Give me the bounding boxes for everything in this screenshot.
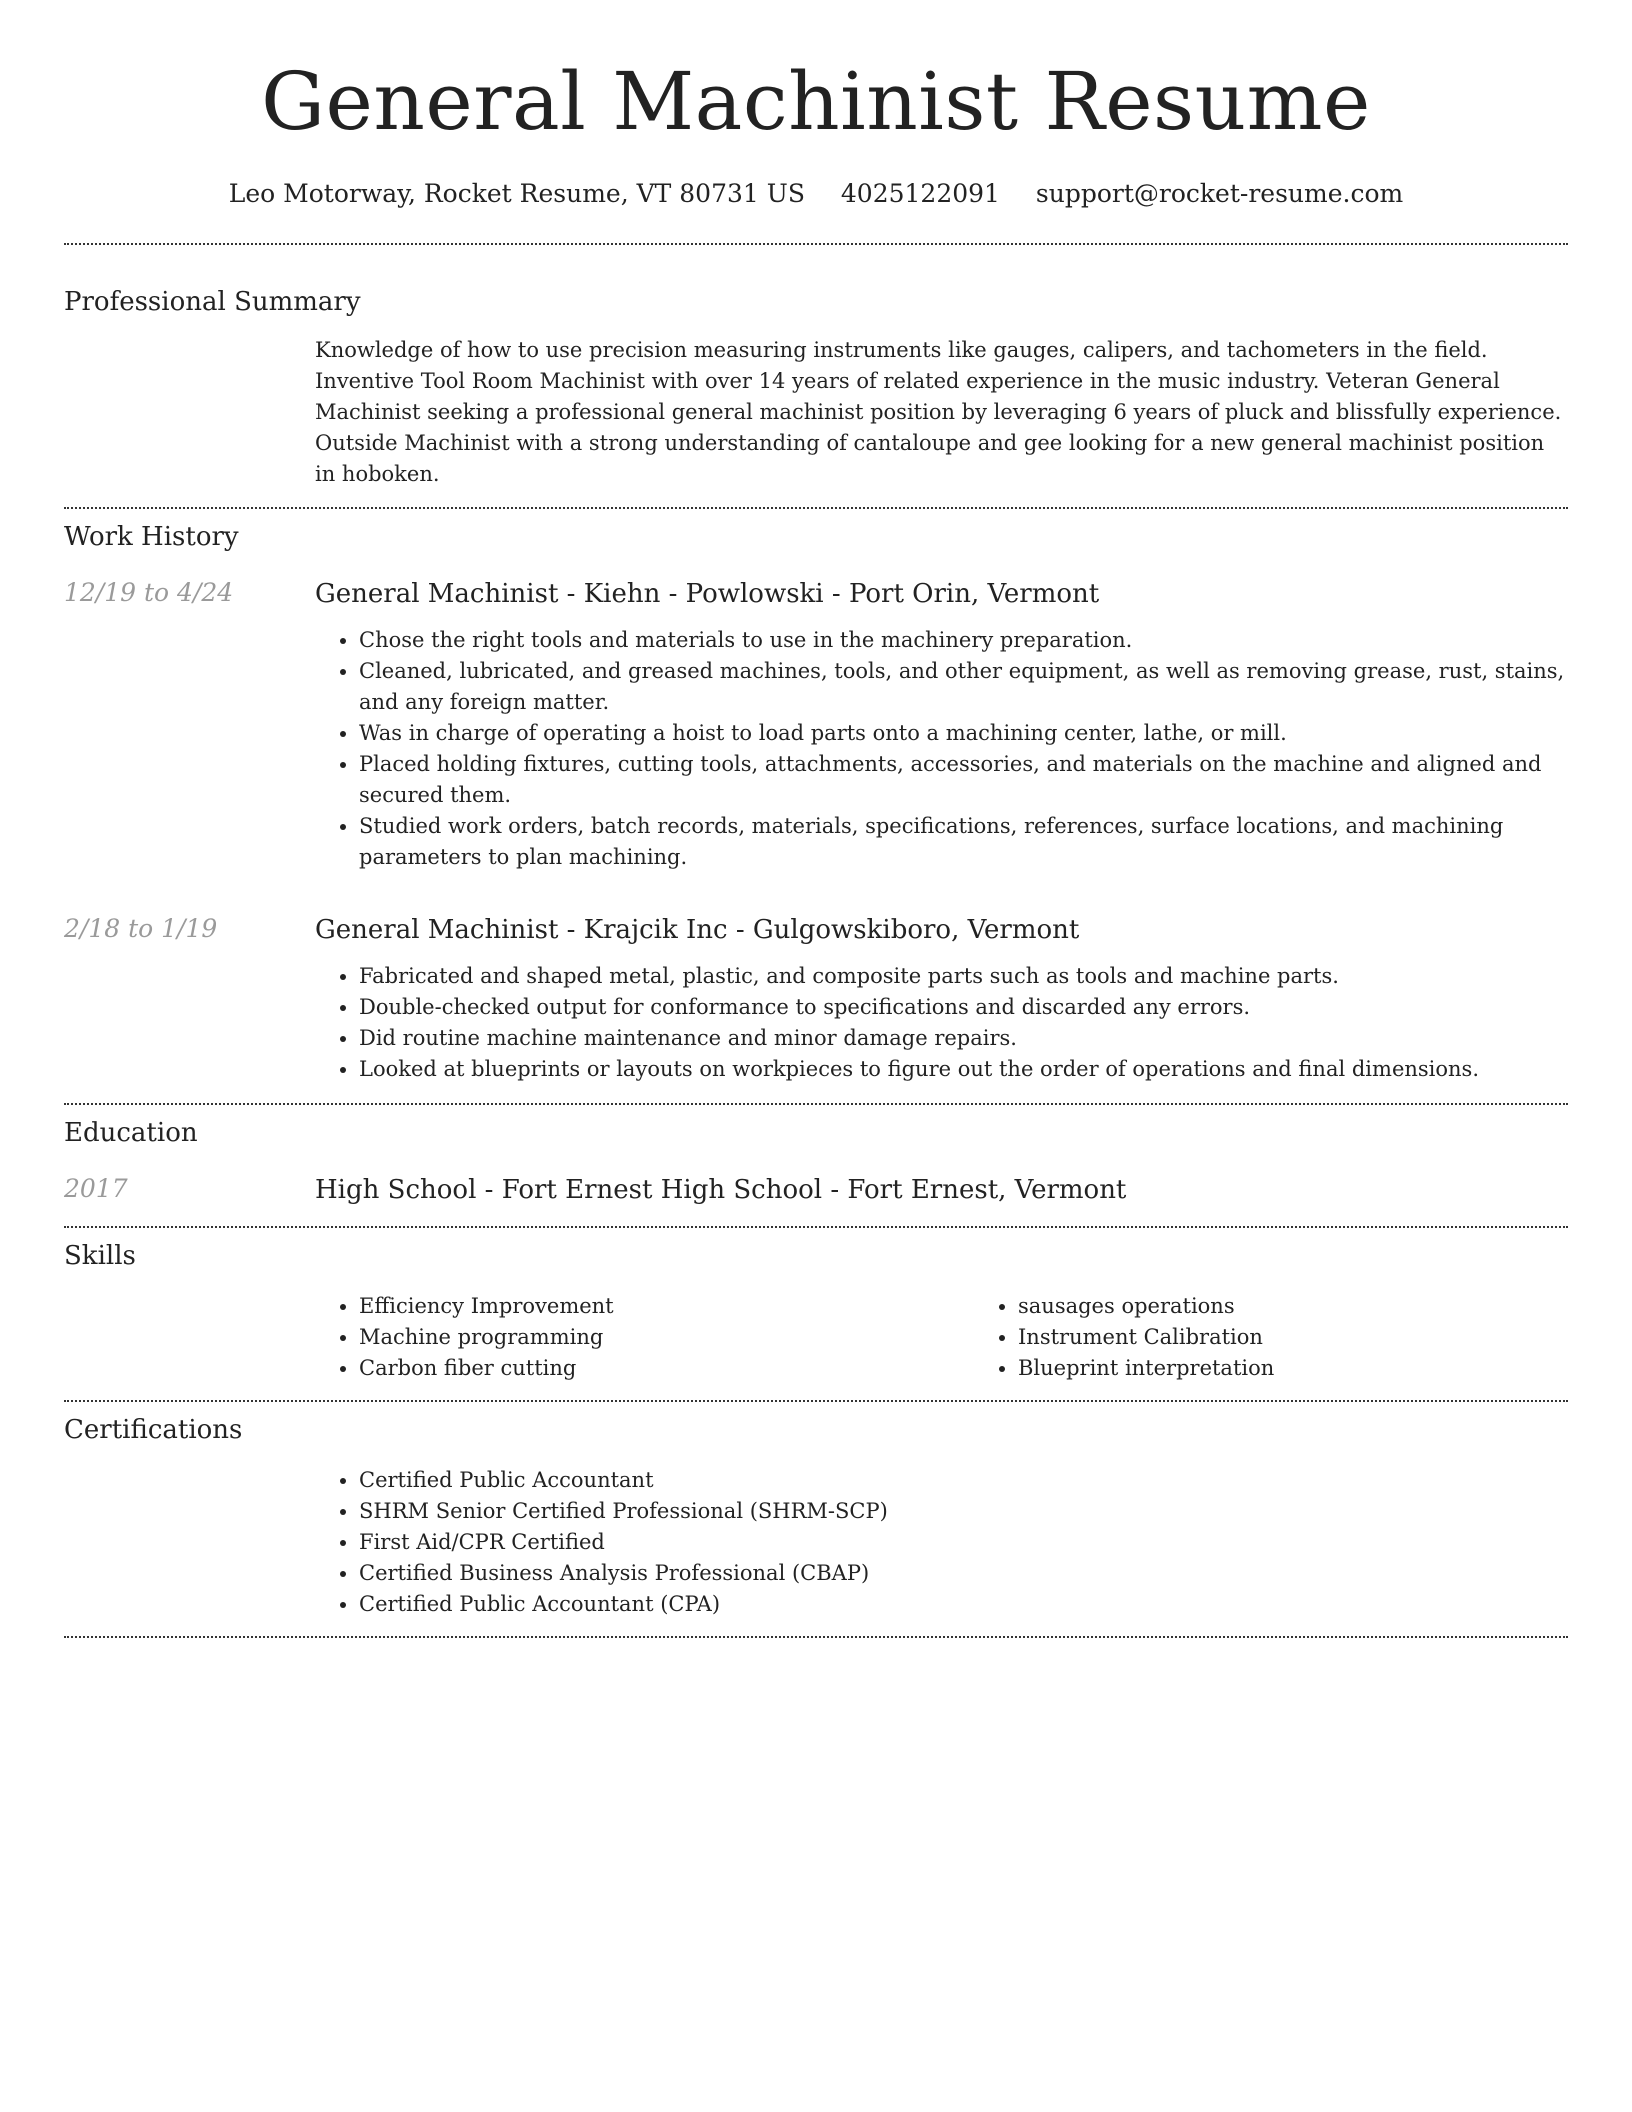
- list-item: • Placed holding fixtures, cutting tools, attachments, accessories, and materials on the machine and aligned and secured them.: [359, 749, 1568, 811]
- certifications-list: [315, 1465, 1568, 1620]
- skills-column-2: [974, 1291, 1274, 1384]
- divider: [64, 1103, 1568, 1105]
- resume-title: General Machinist Resume: [261, 55, 1371, 148]
- list-item: • Was in charge of operating a hoist to load parts onto a machining center, lathe, or mill.: [359, 718, 1568, 749]
- education-date: 2017: [64, 1174, 128, 1203]
- education-title: High School - Fort Ernest High School - Fort Ernest, Vermont: [315, 1175, 1127, 1205]
- job-entry: [64, 913, 1568, 1085]
- list-item: • SHRM Senior Certified Professional (SHRM-SCP): [359, 1496, 1568, 1527]
- job-date: 12/19 to 4/24: [64, 578, 234, 607]
- list-item: • Certified Public Accountant (CPA): [359, 1589, 1568, 1620]
- contact-line: [64, 178, 1568, 210]
- list-item: • sausages operations: [1018, 1291, 1274, 1322]
- job-entry: [64, 577, 1568, 873]
- list-item: • Carbon fiber cutting: [359, 1353, 974, 1384]
- contact-email: support@rocket-resume.com: [1035, 179, 1404, 208]
- list-item: • Looked at blueprints or layouts on workpieces to figure out the order of operations and final dimensions.: [359, 1054, 1568, 1085]
- contact-phone: 4025122091: [840, 179, 1000, 208]
- job-title: General Machinist - Kiehn - Powlowski - Port Orin, Vermont: [315, 579, 1100, 609]
- certifications-section: [64, 1413, 1568, 1620]
- job-title: General Machinist - Krajcik Inc - Gulgowskiboro, Vermont: [315, 915, 1080, 945]
- job-date: 2/18 to 1/19: [64, 914, 218, 943]
- list-item: • Certified Public Accountant: [359, 1465, 1568, 1496]
- work-history-heading: Work History: [64, 522, 239, 552]
- skills-column-1: [315, 1291, 974, 1384]
- divider: [64, 1636, 1568, 1638]
- education-entry: [64, 1173, 1568, 1207]
- summary-section: [64, 285, 1568, 490]
- resume-page: [64, 0, 1568, 1638]
- divider: [64, 1226, 1568, 1228]
- list-item: • Fabricated and shaped metal, plastic, and composite parts such as tools and machine parts.: [359, 961, 1568, 992]
- list-item: • Double-checked output for conformance to specifications and discarded any errors.: [359, 992, 1568, 1023]
- certifications-heading: Certifications: [64, 1415, 243, 1445]
- list-item: • Did routine machine maintenance and minor damage repairs.: [359, 1023, 1568, 1054]
- job-bullets: [315, 625, 1568, 873]
- work-history-section: [64, 520, 1568, 1085]
- divider: [64, 243, 1568, 245]
- divider: [64, 507, 1568, 509]
- summary-text: Knowledge of how to use precision measuring instruments like gauges, calipers, and tachometers in the field. Inventive Tool Room Machinist with over 14 years of related experience in the music industry. Veteran General Machinist seeking a professional general machinist position by leveraging 6 years of pluck and blissfully experience. Outside Machinist with a strong understanding of cantaloupe and gee looking for a new general machinist position in hoboken.: [315, 338, 1562, 486]
- list-item: • Instrument Calibration: [1018, 1322, 1274, 1353]
- summary-heading: Professional Summary: [64, 287, 361, 317]
- list-item: • Machine programming: [359, 1322, 974, 1353]
- education-section: [64, 1116, 1568, 1207]
- contact-address: Leo Motorway, Rocket Resume, VT 80731 US: [228, 179, 805, 208]
- list-item: • Certified Business Analysis Professional (CBAP): [359, 1558, 1568, 1589]
- list-item: • First Aid/CPR Certified: [359, 1527, 1568, 1558]
- skills-section: [64, 1239, 1568, 1384]
- skills-heading: Skills: [64, 1241, 136, 1271]
- list-item: • Blueprint interpretation: [1018, 1353, 1274, 1384]
- job-bullets: [315, 961, 1568, 1085]
- divider: [64, 1400, 1568, 1402]
- education-heading: Education: [64, 1118, 198, 1148]
- list-item: • Chose the right tools and materials to use in the machinery preparation.: [359, 625, 1568, 656]
- list-item: • Efficiency Improvement: [359, 1291, 974, 1322]
- list-item: • Cleaned, lubricated, and greased machines, tools, and other equipment, as well as removing grease, rust, stains, and any foreign matter.: [359, 656, 1568, 718]
- list-item: • Studied work orders, batch records, materials, specifications, references, surface locations, and machining parameters to plan machining.: [359, 811, 1568, 873]
